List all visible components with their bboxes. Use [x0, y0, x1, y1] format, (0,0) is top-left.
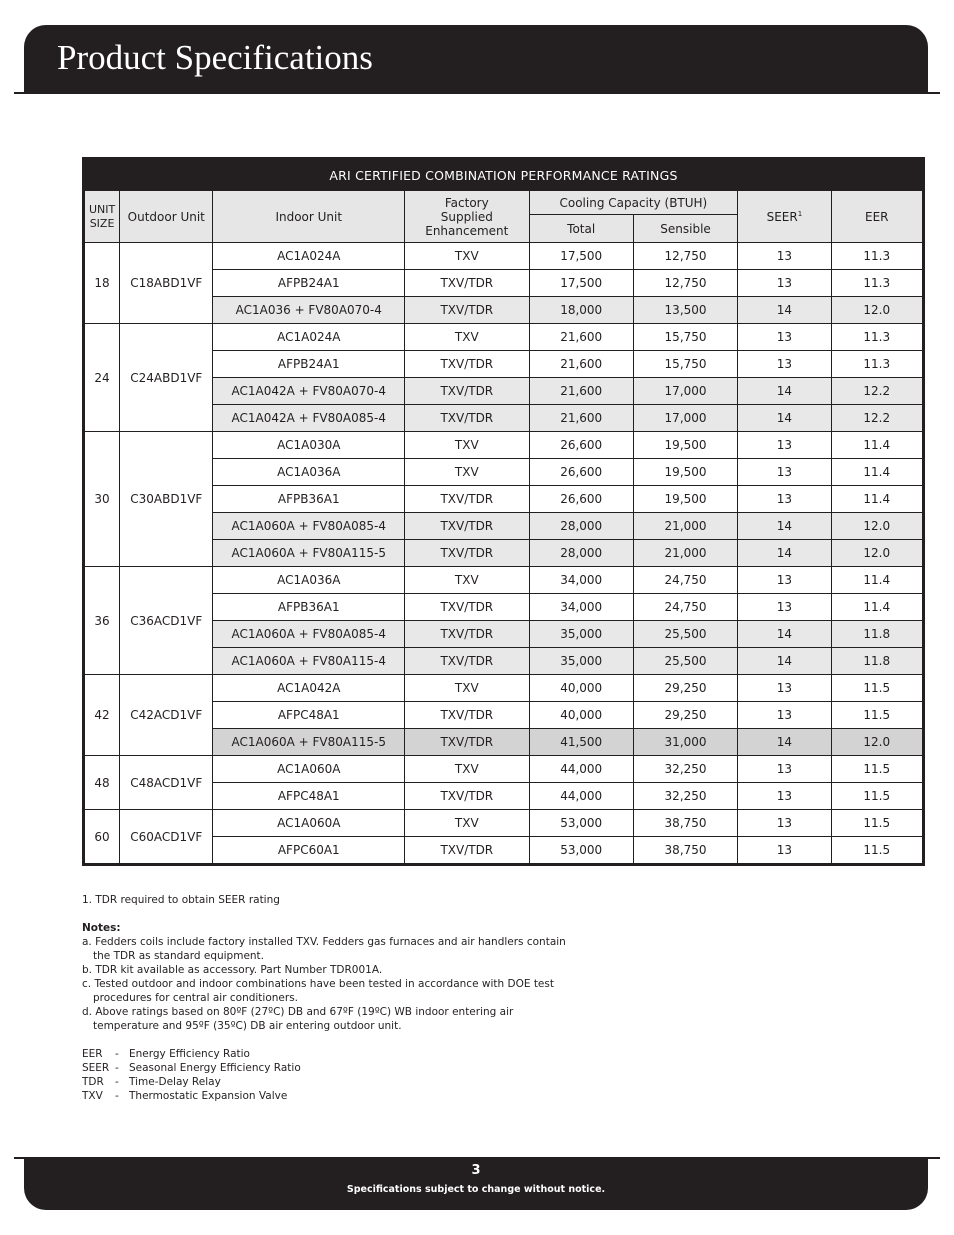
enhancement-cell: TXV/TDR — [405, 378, 529, 405]
indoor-unit-cell: AC1A024A — [213, 243, 405, 270]
eer-cell: 11.3 — [831, 243, 923, 270]
glossary-dash: - — [115, 1076, 119, 1088]
header-unit-size — [84, 191, 120, 243]
sensible-cell: 32,250 — [633, 783, 737, 810]
seer-cell: 13 — [738, 432, 831, 459]
outdoor-unit-cell: C24ABD1VF — [120, 324, 213, 432]
indoor-unit-cell: AC1A060A + FV80A115-4 — [213, 648, 405, 675]
header-factory-enhancement — [405, 191, 529, 243]
seer-cell: 14 — [738, 378, 831, 405]
seer-cell: 13 — [738, 594, 831, 621]
seer-cell: 13 — [738, 783, 831, 810]
seer-cell: 13 — [738, 351, 831, 378]
note-item: a. Fedders coils include factory installed TXV. Fedders gas furnaces and air handlers contain the TDR as standard equipment. — [82, 936, 566, 962]
seer-cell: 13 — [738, 756, 831, 783]
seer-cell: 13 — [738, 702, 831, 729]
total-cell: 26,600 — [529, 432, 633, 459]
enhancement-cell: TXV — [405, 567, 529, 594]
eer-cell: 11.3 — [831, 351, 923, 378]
sensible-cell: 12,750 — [633, 270, 737, 297]
sensible-cell: 25,500 — [633, 648, 737, 675]
eer-cell: 11.3 — [831, 270, 923, 297]
enhancement-cell: TXV/TDR — [405, 351, 529, 378]
enhancement-cell: TXV — [405, 459, 529, 486]
indoor-unit-cell: AC1A042A + FV80A070-4 — [213, 378, 405, 405]
total-cell: 44,000 — [529, 783, 633, 810]
total-cell: 28,000 — [529, 513, 633, 540]
sensible-cell: 29,250 — [633, 702, 737, 729]
total-cell: 21,600 — [529, 405, 633, 432]
total-cell: 21,600 — [529, 351, 633, 378]
glossary-abbr: TXV — [82, 1090, 103, 1102]
enhancement-cell: TXV/TDR — [405, 729, 529, 756]
seer-cell: 14 — [738, 405, 831, 432]
note-item: d. Above ratings based on 80ºF (27ºC) DB and 67ºF (19ºC) WB indoor entering air temperature and 95ºF (35ºC) DB air entering outdoor unit. — [82, 1006, 514, 1032]
glossary-dash: - — [115, 1090, 119, 1102]
sensible-cell: 17,000 — [633, 405, 737, 432]
page-title: Product Specifications — [57, 38, 373, 77]
outdoor-unit-cell: C18ABD1VF — [120, 243, 213, 324]
enhancement-cell: TXV/TDR — [405, 270, 529, 297]
header-sensible: Sensible — [633, 215, 737, 243]
seer-cell: 14 — [738, 621, 831, 648]
footer-note: Specifications subject to change without notice. — [346, 1184, 606, 1195]
glossary — [82, 1047, 301, 1103]
glossary-meaning: Time-Delay Relay — [129, 1076, 221, 1088]
total-cell: 44,000 — [529, 756, 633, 783]
seer-cell: 14 — [738, 513, 831, 540]
total-cell: 17,500 — [529, 243, 633, 270]
glossary-abbr: TDR — [82, 1076, 104, 1088]
sensible-cell: 21,000 — [633, 513, 737, 540]
total-cell: 26,600 — [529, 459, 633, 486]
unit-size-cell: 24 — [84, 324, 120, 432]
enhancement-cell: TXV/TDR — [405, 783, 529, 810]
unit-size-cell: 48 — [84, 756, 120, 810]
indoor-unit-cell: AC1A036A — [213, 567, 405, 594]
table-row — [84, 432, 924, 459]
total-cell: 21,600 — [529, 324, 633, 351]
eer-cell: 11.4 — [831, 432, 923, 459]
sensible-cell: 29,250 — [633, 675, 737, 702]
eer-cell: 11.4 — [831, 567, 923, 594]
total-cell: 35,000 — [529, 648, 633, 675]
sensible-cell: 13,500 — [633, 297, 737, 324]
enhancement-cell: TXV — [405, 243, 529, 270]
header-unit-size-line2: SIZE — [89, 216, 115, 230]
eer-cell: 11.5 — [831, 675, 923, 702]
sensible-cell: 25,500 — [633, 621, 737, 648]
header-cooling-capacity: Cooling Capacity (BTUH) — [529, 191, 738, 215]
sensible-cell: 31,000 — [633, 729, 737, 756]
indoor-unit-cell: AC1A024A — [213, 324, 405, 351]
note-item: b. TDR kit available as accessory. Part Number TDR001A. — [82, 964, 383, 976]
seer-cell: 13 — [738, 567, 831, 594]
eer-cell: 12.2 — [831, 405, 923, 432]
eer-cell: 12.2 — [831, 378, 923, 405]
indoor-unit-cell: AFPB24A1 — [213, 270, 405, 297]
indoor-unit-cell: AC1A042A — [213, 675, 405, 702]
eer-cell: 11.4 — [831, 594, 923, 621]
glossary-row — [82, 1075, 301, 1089]
indoor-unit-cell: AC1A060A + FV80A115-5 — [213, 729, 405, 756]
indoor-unit-cell: AFPB24A1 — [213, 351, 405, 378]
enhancement-cell: TXV/TDR — [405, 837, 529, 865]
eer-cell: 11.4 — [831, 459, 923, 486]
eer-cell: 12.0 — [831, 513, 923, 540]
seer-cell: 13 — [738, 810, 831, 837]
table-row — [84, 243, 924, 270]
header-total: Total — [529, 215, 633, 243]
glossary-row — [82, 1047, 301, 1061]
eer-cell: 11.5 — [831, 702, 923, 729]
eer-cell: 11.5 — [831, 756, 923, 783]
spec-table-container — [82, 157, 925, 866]
enhancement-cell: TXV/TDR — [405, 621, 529, 648]
indoor-unit-cell: AC1A036A — [213, 459, 405, 486]
note-item: c. Tested outdoor and indoor combinations have been tested in accordance with DOE test procedures for central air conditioners. — [82, 978, 554, 1004]
seer-cell: 13 — [738, 243, 831, 270]
header-outdoor-unit: Outdoor Unit — [120, 191, 213, 243]
outdoor-unit-cell: C42ACD1VF — [120, 675, 213, 756]
seer-cell: 13 — [738, 324, 831, 351]
outdoor-unit-cell: C36ACD1VF — [120, 567, 213, 675]
enhancement-cell: TXV — [405, 810, 529, 837]
total-cell: 53,000 — [529, 837, 633, 865]
page-number: 3 — [471, 1163, 481, 1178]
total-cell: 28,000 — [529, 540, 633, 567]
eer-cell: 11.8 — [831, 648, 923, 675]
sensible-cell: 24,750 — [633, 594, 737, 621]
enhancement-cell: TXV — [405, 675, 529, 702]
seer-cell: 13 — [738, 837, 831, 865]
sensible-cell: 17,000 — [633, 378, 737, 405]
eer-cell: 11.3 — [831, 324, 923, 351]
footer-bar — [24, 1158, 928, 1210]
total-cell: 40,000 — [529, 702, 633, 729]
indoor-unit-cell: AC1A060A + FV80A085-4 — [213, 621, 405, 648]
header-factory-line2: Supplied — [440, 209, 493, 224]
header-unit-size-line1: UNIT — [88, 202, 116, 216]
outdoor-unit-cell: C48ACD1VF — [120, 756, 213, 810]
total-cell: 53,000 — [529, 810, 633, 837]
eer-cell: 11.5 — [831, 810, 923, 837]
indoor-unit-cell: AC1A060A + FV80A085-4 — [213, 513, 405, 540]
glossary-row — [82, 1061, 301, 1075]
enhancement-cell: TXV — [405, 432, 529, 459]
indoor-unit-cell: AFPB36A1 — [213, 594, 405, 621]
eer-cell: 11.8 — [831, 621, 923, 648]
eer-cell: 12.0 — [831, 729, 923, 756]
enhancement-cell: TXV/TDR — [405, 297, 529, 324]
performance-ratings-table — [82, 157, 925, 866]
seer-cell: 13 — [738, 486, 831, 513]
seer-cell: 14 — [738, 648, 831, 675]
header-factory-line3: Enhancement — [425, 223, 509, 238]
sensible-cell: 15,750 — [633, 351, 737, 378]
eer-cell: 12.0 — [831, 540, 923, 567]
outdoor-unit-cell: C60ACD1VF — [120, 810, 213, 865]
table-body — [84, 243, 924, 865]
header-factory-line1: Factory — [444, 195, 489, 210]
enhancement-cell: TXV/TDR — [405, 594, 529, 621]
sensible-cell: 15,750 — [633, 324, 737, 351]
sensible-cell: 38,750 — [633, 837, 737, 865]
eer-cell: 12.0 — [831, 297, 923, 324]
header-seer — [738, 191, 831, 243]
header-seer-label: SEER — [766, 209, 798, 224]
notes-title: Notes: — [82, 922, 121, 934]
total-cell: 34,000 — [529, 594, 633, 621]
sensible-cell: 21,000 — [633, 540, 737, 567]
glossary-meaning: Thermostatic Expansion Valve — [129, 1090, 288, 1102]
glossary-meaning: Energy Efficiency Ratio — [129, 1048, 250, 1060]
sensible-cell: 19,500 — [633, 459, 737, 486]
total-cell: 35,000 — [529, 621, 633, 648]
total-cell: 17,500 — [529, 270, 633, 297]
eer-cell: 11.4 — [831, 486, 923, 513]
sensible-cell: 19,500 — [633, 432, 737, 459]
indoor-unit-cell: AC1A030A — [213, 432, 405, 459]
unit-size-cell: 60 — [84, 810, 120, 865]
indoor-unit-cell: AFPC60A1 — [213, 837, 405, 865]
table-title: ARI CERTIFIED COMBINATION PERFORMANCE RATINGS — [84, 159, 924, 191]
total-cell: 34,000 — [529, 567, 633, 594]
indoor-unit-cell: AC1A036 + FV80A070-4 — [213, 297, 405, 324]
unit-size-cell: 42 — [84, 675, 120, 756]
enhancement-cell: TXV/TDR — [405, 648, 529, 675]
indoor-unit-cell: AC1A042A + FV80A085-4 — [213, 405, 405, 432]
eer-cell: 11.5 — [831, 837, 923, 865]
total-cell: 40,000 — [529, 675, 633, 702]
enhancement-cell: TXV — [405, 756, 529, 783]
sensible-cell: 32,250 — [633, 756, 737, 783]
table-row — [84, 756, 924, 783]
indoor-unit-cell: AC1A060A — [213, 756, 405, 783]
header-seer-footnote-mark: 1 — [797, 209, 803, 218]
glossary-meaning: Seasonal Energy Efficiency Ratio — [129, 1062, 301, 1074]
notes-section — [82, 921, 582, 1033]
unit-size-cell: 30 — [84, 432, 120, 567]
seer-cell: 13 — [738, 270, 831, 297]
sensible-cell: 38,750 — [633, 810, 737, 837]
seer-cell: 13 — [738, 459, 831, 486]
total-cell: 41,500 — [529, 729, 633, 756]
header-indoor-unit: Indoor Unit — [213, 191, 405, 243]
table-row — [84, 810, 924, 837]
glossary-abbr: SEER — [82, 1062, 110, 1074]
unit-size-cell: 36 — [84, 567, 120, 675]
header-eer: EER — [831, 191, 923, 243]
eer-cell: 11.5 — [831, 783, 923, 810]
enhancement-cell: TXV/TDR — [405, 540, 529, 567]
indoor-unit-cell: AC1A060A — [213, 810, 405, 837]
indoor-unit-cell: AFPB36A1 — [213, 486, 405, 513]
seer-cell: 13 — [738, 675, 831, 702]
glossary-dash: - — [115, 1062, 119, 1074]
glossary-dash: - — [115, 1048, 119, 1060]
sensible-cell: 24,750 — [633, 567, 737, 594]
seer-cell: 14 — [738, 729, 831, 756]
enhancement-cell: TXV/TDR — [405, 405, 529, 432]
sensible-cell: 12,750 — [633, 243, 737, 270]
table-row — [84, 567, 924, 594]
enhancement-cell: TXV/TDR — [405, 702, 529, 729]
indoor-unit-cell: AFPC48A1 — [213, 702, 405, 729]
indoor-unit-cell: AFPC48A1 — [213, 783, 405, 810]
table-row — [84, 675, 924, 702]
sensible-cell: 19,500 — [633, 486, 737, 513]
glossary-abbr: EER — [82, 1048, 103, 1060]
indoor-unit-cell: AC1A060A + FV80A115-5 — [213, 540, 405, 567]
unit-size-cell: 18 — [84, 243, 120, 324]
total-cell: 18,000 — [529, 297, 633, 324]
enhancement-cell: TXV/TDR — [405, 486, 529, 513]
footnote: 1. TDR required to obtain SEER rating — [82, 894, 280, 906]
enhancement-cell: TXV — [405, 324, 529, 351]
glossary-row — [82, 1089, 301, 1103]
outdoor-unit-cell: C30ABD1VF — [120, 432, 213, 567]
total-cell: 26,600 — [529, 486, 633, 513]
seer-cell: 14 — [738, 297, 831, 324]
seer-cell: 14 — [738, 540, 831, 567]
total-cell: 21,600 — [529, 378, 633, 405]
table-row — [84, 324, 924, 351]
enhancement-cell: TXV/TDR — [405, 513, 529, 540]
header-divider — [14, 92, 940, 94]
